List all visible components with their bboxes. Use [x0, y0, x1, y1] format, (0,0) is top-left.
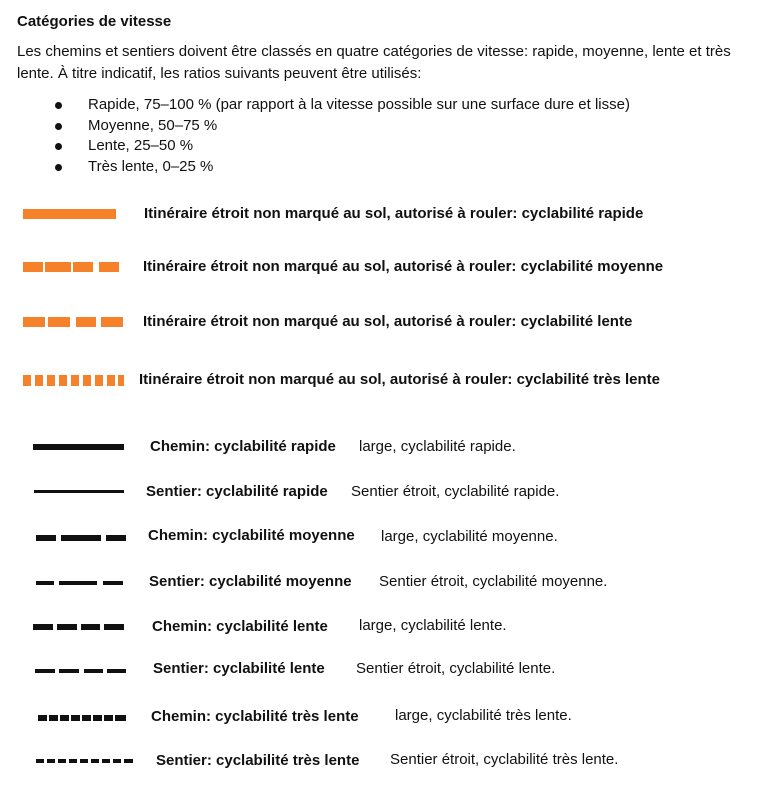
- thick-solid-line-icon: [0, 432, 140, 462]
- speed-category-list: [0, 95, 630, 178]
- legend-label: Chemin: cyclabilité moyenne: [148, 527, 355, 544]
- bullet-dot-icon: [55, 102, 62, 109]
- bullet-text: Moyenne, 50–75 %: [88, 116, 218, 134]
- orange-medium-dash-line-icon: [0, 308, 140, 338]
- legend-description: Sentier étroit, cyclabilité très lente.: [390, 751, 619, 768]
- thick-short-dash-line-icon: [0, 703, 140, 733]
- thick-medium-dash-line-icon: [0, 612, 140, 642]
- legend-description: Sentier étroit, cyclabilité rapide.: [351, 483, 560, 500]
- legend-label: Chemin: cyclabilité rapide: [150, 438, 336, 455]
- legend-row-sentier-tres-lente: [0, 746, 774, 776]
- orange-short-dash-line-icon: [0, 366, 140, 396]
- legend-label: Itinéraire étroit non marqué au sol, autorisé à rouler: cyclabilité lente: [143, 313, 633, 330]
- orange-solid-line-icon: [0, 200, 140, 230]
- legend-row-orange-tres-lente: [0, 366, 774, 396]
- legend-description: large, cyclabilité rapide.: [359, 438, 516, 455]
- orange-long-dash-line-icon: [0, 253, 140, 283]
- legend-description: large, cyclabilité très lente.: [395, 707, 572, 724]
- legend-label: Sentier: cyclabilité lente: [153, 660, 325, 677]
- legend-row-chemin-rapide: [0, 432, 774, 462]
- bullet-text: Très lente, 0–25 %: [88, 158, 214, 176]
- legend-row-chemin-moyenne: [0, 522, 774, 552]
- section-title: Catégories de vitesse: [17, 13, 172, 30]
- bullet-item-moyenne: [0, 116, 630, 137]
- bullet-item-lente: [0, 136, 630, 157]
- bullet-item-tres-lente: [0, 157, 630, 178]
- legend-row-orange-rapide: [0, 200, 774, 230]
- legend-row-sentier-moyenne: [0, 567, 774, 597]
- intro-paragraph: Les chemins et sentiers doivent être classés en quatre catégories de vitesse: rapide, moyenne, lente et très lente. À titre indicatif, les ratios suivants peuvent être utilisés:: [17, 43, 731, 82]
- bullet-text: Lente, 25–50 %: [88, 137, 194, 155]
- bullet-dot-icon: [55, 164, 62, 171]
- legend-row-sentier-lente: [0, 656, 774, 686]
- legend-row-orange-moyenne: [0, 253, 774, 283]
- legend-label: Sentier: cyclabilité moyenne: [149, 573, 352, 590]
- legend-label: Itinéraire étroit non marqué au sol, autorisé à rouler: cyclabilité très lente: [139, 371, 660, 388]
- thin-medium-dash-line-icon: [0, 656, 140, 686]
- thin-long-dash-line-icon: [0, 567, 140, 597]
- legend-label: Sentier: cyclabilité très lente: [156, 752, 360, 769]
- bullet-item-rapide: [0, 95, 630, 116]
- legend-row-chemin-tres-lente: [0, 703, 774, 733]
- legend-label: Chemin: cyclabilité très lente: [151, 708, 359, 725]
- legend-description: large, cyclabilité moyenne.: [381, 528, 558, 545]
- legend-row-chemin-lente: [0, 612, 774, 642]
- legend-row-sentier-rapide: [0, 477, 774, 507]
- legend-description: Sentier étroit, cyclabilité lente.: [356, 660, 556, 677]
- bullet-text: Rapide, 75–100 % (par rapport à la vitesse possible sur une surface dure et lisse): [88, 96, 630, 113]
- legend-row-orange-lente: [0, 308, 774, 338]
- legend-label: Sentier: cyclabilité rapide: [146, 483, 328, 500]
- thin-short-dash-line-icon: [0, 746, 140, 776]
- thick-long-dash-line-icon: [0, 522, 140, 552]
- legend-description: Sentier étroit, cyclabilité moyenne.: [379, 573, 608, 590]
- legend-label: Itinéraire étroit non marqué au sol, autorisé à rouler: cyclabilité moyenne: [143, 258, 664, 275]
- legend-description: large, cyclabilité lente.: [359, 617, 507, 634]
- legend-label: Chemin: cyclabilité lente: [152, 618, 328, 635]
- bullet-dot-icon: [55, 143, 62, 150]
- legend-label: Itinéraire étroit non marqué au sol, autorisé à rouler: cyclabilité rapide: [144, 205, 644, 222]
- bullet-dot-icon: [55, 123, 62, 130]
- thin-solid-line-icon: [0, 477, 140, 507]
